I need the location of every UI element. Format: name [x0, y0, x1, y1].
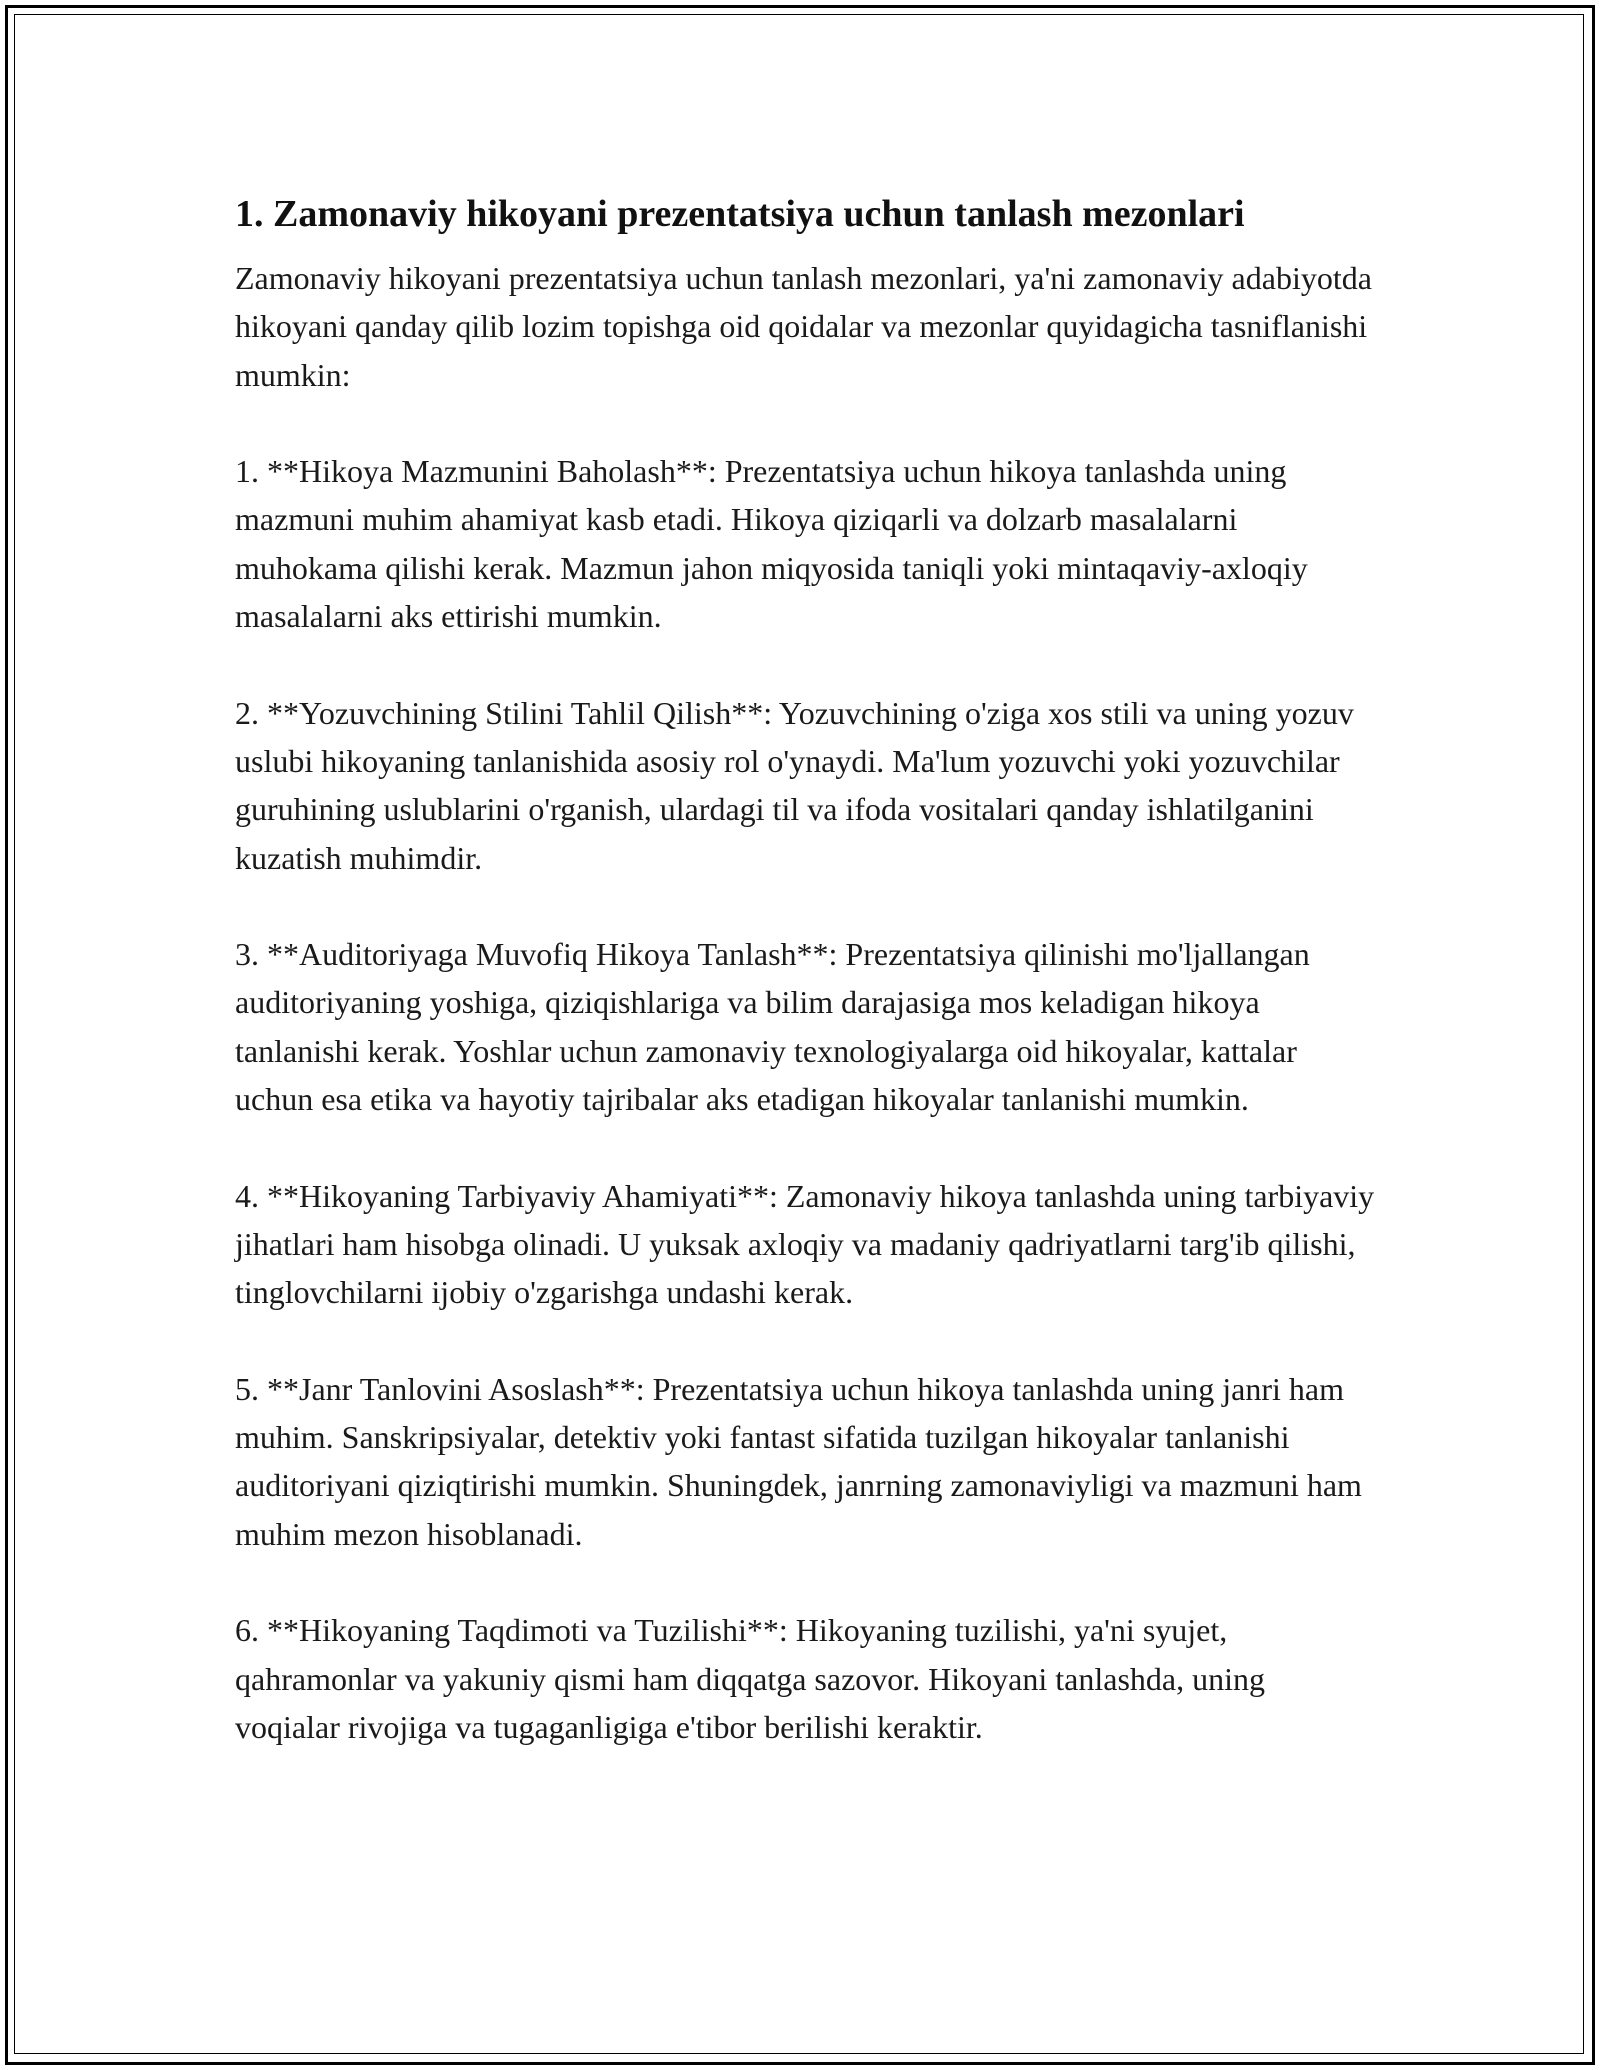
criterion-paragraph-6: 6. **Hikoyaning Taqdimoti va Tuzilishi**: Hikoyaning tuzilishi, ya'ni syujet, qahramonlar va yakuniy qismi ham diqqatga sazovor. Hikoyani tanlashda, uning voqialar rivojiga va tugaganligiga e'tibor berilishi keraktir.	[235, 1612, 1265, 1745]
criterion-paragraph-1: 1. **Hikoya Mazmunini Baholash**: Prezentatsiya uchun hikoya tanlashda uning mazmuni muhim ahamiyat kasb etadi. Hikoya qiziqarli va dolzarb masalalarni muhokama qilishi kerak. Mazmun jahon miqyosida taniqli yoki mintaqaviy-axloqiy masalalarni aks ettirishi mumkin.	[235, 453, 1308, 635]
criterion-paragraph-4: 4. **Hikoyaning Tarbiyaviy Ahamiyati**: Zamonaviy hikoya tanlashda uning tarbiyaviy jihatlari ham hisobga olinadi. U yuksak axloqiy va madaniy qadriyatlarni targ'ib qilishi, tinglovchilarni ijobiy o'zgarishga undashi kerak.	[235, 1177, 1375, 1311]
intro-paragraph: Zamonaviy hikoyani prezentatsiya uchun tanlash mezonlari, ya'ni zamonaviy adabiyotda hikoyani qanday qilib lozim topishga oid qoidalar va mezonlar quyidagicha tasniflanishi mumkin:	[235, 260, 1372, 393]
document-title: 1. Zamonaviy hikoyani prezentatsiya uchun tanlash mezonlari	[235, 193, 1245, 235]
criterion-paragraph-3: 3. **Auditoriyaga Muvofiq Hikoya Tanlash**: Prezentatsiya qilinishi mo'ljallangan auditoriyaning yoshiga, qiziqishlariga va bilim darajasiga mos keladigan hikoya tanlanishi kerak. Yoshlar uchun zamonaviy texnologiyalarga oid hikoyalar, kattalar uchun esa etika va hayotiy tajribalar aks etadigan hikoyalar tanlanishi mumkin.	[235, 936, 1310, 1118]
criterion-paragraph-5: 5. **Janr Tanlovini Asoslash**: Prezentatsiya uchun hikoya tanlashda uning janri ham muhim. Sanskripsiyalar, detektiv yoki fantast sifatida tuzilgan hikoyalar tanlanishi auditoriyani qiziqtirishi mumkin. Shuningdek, janrning zamonaviyligi va mazmuni ham muhim mezon hisoblanadi.	[235, 1370, 1362, 1552]
document-body	[235, 188, 1375, 1800]
criterion-paragraph-2: 2. **Yozuvchining Stilini Tahlil Qilish**: Yozuvchining o'ziga xos stili va uning yozuv uslubi hikoyaning tanlanishida asosiy rol o'ynaydi. Ma'lum yozuvchi yoki yozuvchilar guruhining uslublarini o'rganish, ulardagi til va ifoda vositalari qanday ishlatilganini kuzatish muhimdir.	[235, 694, 1354, 876]
